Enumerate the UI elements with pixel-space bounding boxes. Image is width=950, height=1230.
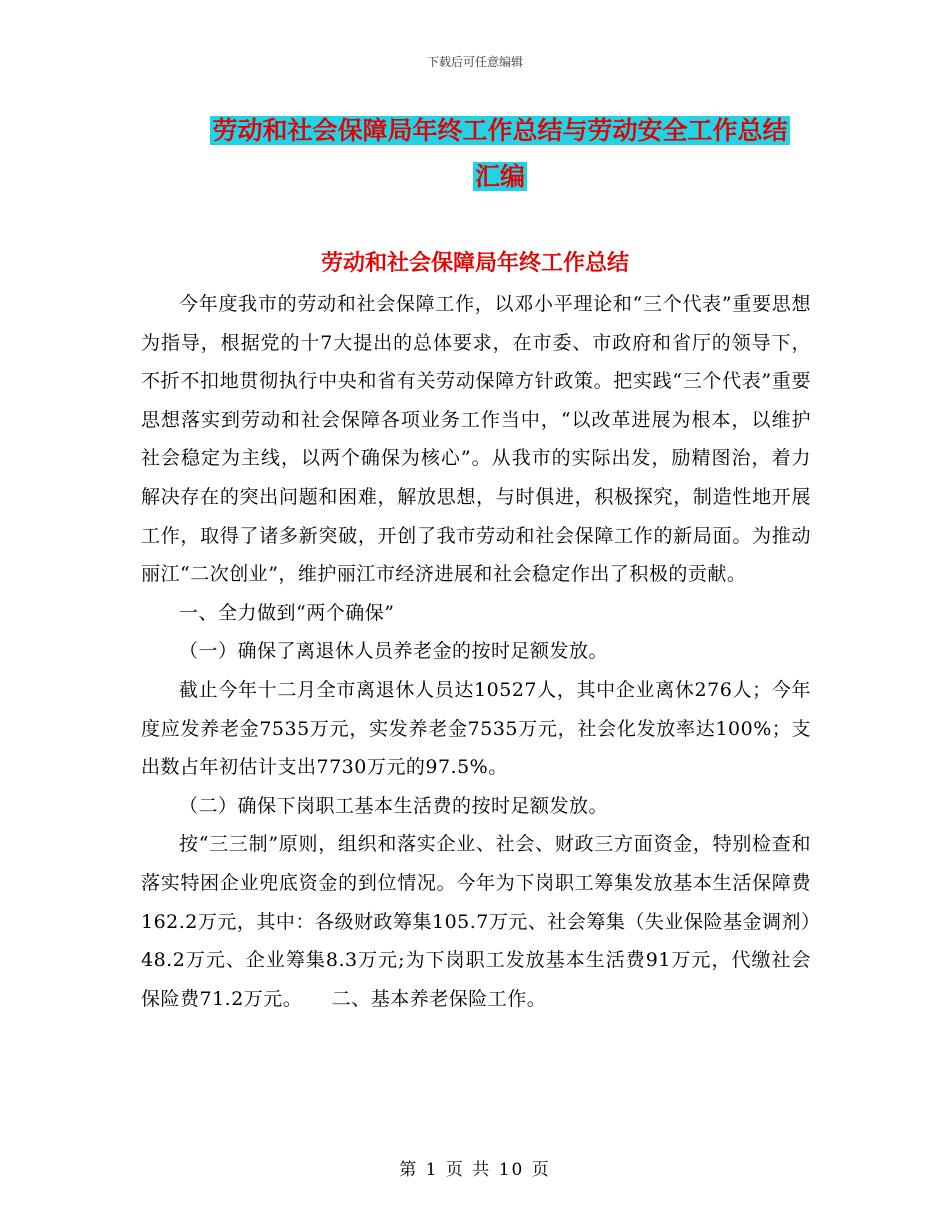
heading-section-1: 一、全力做到“两个确保” [179,601,395,624]
page-header-note: 下载后可任意编辑 [426,55,523,69]
subheading-2: （二）确保下岗职工基本生活费的按时足额发放。 [179,794,609,817]
document-body [141,285,811,1018]
page-number-footer: 第 1 页 共 10 页 [399,1160,551,1180]
paragraph-intro: 今年度我市的劳动和社会保障工作，以邓小平理论和“三个代表”重要思想为指导，根据党的十7大提出的总体要求，在市委、市政府和省厅的领导下，不折不扣地贯彻执行中央和省有关劳动保障方针政策。把实践“三个代表”重要思想落实到劳动和社会保障各项业务工作当中，“以改革进展为根本，以维护社会稳定为主线，以两个确保为核心”。从我市的实际出发，励精图治，着力解决存在的突出问题和困难，解放思想，与时俱进，积极探究，制造性地开展工作，取得了诸多新突破，开创了我市劳动和社会保障工作的新局面。为推动丽江“二次创业”，维护丽江市经济进展和社会稳定作出了积极的贡献。 [141,293,811,586]
document-title [190,108,810,200]
paragraph-retiree-stats: 截止今年十二月全市离退休人员达10527人，其中企业离休276人；今年度应发养老金7535万元，实发养老金7535万元，社会化发放率达100%；支出数占年初估计支出7730万元的97.5%。 [141,678,811,779]
paragraph-laid-off-funding: 按“三三制”原则，组织和落实企业、社会、财政三方面资金，特别检查和落实特困企业兜底资金的到位情况。今年为下岗职工筹集发放基本生活保障费162.2万元，其中：各级财政筹集105.7万元、社会筹集（失业保险基金调剂）48.2万元、企业筹集8.3万元;为下岗职工发放基本生活费91万元，代缴社会保险费71.2万元。 二、基本养老保险工作。 [141,833,811,1010]
section-title: 劳动和社会保障局年终工作总结 [320,251,629,276]
subheading-1: （一）确保了离退休人员养老金的按时足额发放。 [179,640,609,663]
document-title-line-1: 劳动和社会保障局年终工作总结与劳动安全工作总结 [212,116,788,145]
document-title-line-2: 汇编 [474,162,525,191]
